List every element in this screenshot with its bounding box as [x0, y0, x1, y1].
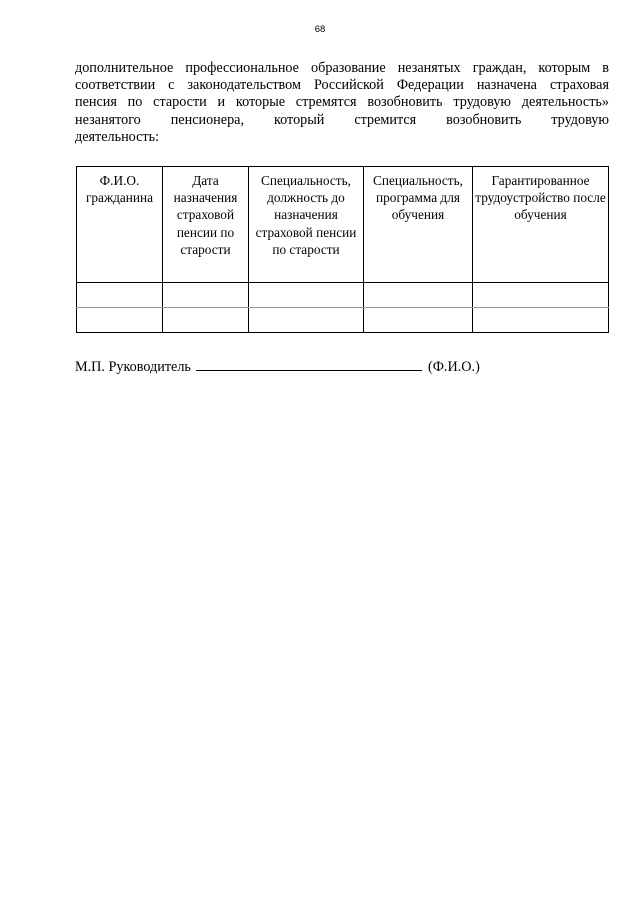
- signature-block: [75, 357, 609, 376]
- table-cell: [473, 283, 609, 308]
- body-line: деятельность:: [75, 128, 160, 145]
- citizen-form-table: [76, 166, 609, 333]
- table-cell: [364, 283, 473, 308]
- body-line: пенсия по старости и которые стремятся возобновить трудовую деятельность»: [75, 94, 609, 111]
- table-cell: [163, 283, 249, 308]
- body-line: незанятого пенсионера, который стремится возобновить трудовую: [75, 111, 609, 128]
- table-cell: [77, 283, 163, 308]
- signature-label: М.П. Руководитель: [75, 359, 191, 375]
- header-pension-date: Дата назначения страховой пенсии по старости: [163, 167, 249, 283]
- body-paragraph: [75, 60, 609, 146]
- header-guaranteed-employment: Гарантированное трудоустройство после обучения: [473, 167, 609, 283]
- header-training-program: Специальность, программа для обучения: [364, 167, 473, 283]
- table-cell: [163, 308, 249, 333]
- header-full-name: Ф.И.О. гражданина: [77, 167, 163, 283]
- body-line: соответствии с законодательством Российской Федерации назначена страховая: [75, 77, 609, 94]
- body-line: дополнительное профессиональное образование незанятых граждан, которым в: [75, 60, 609, 76]
- table-row: [77, 308, 609, 333]
- table-cell: [77, 308, 163, 333]
- signature-name-hint: (Ф.И.О.): [428, 359, 480, 375]
- table-cell: [473, 308, 609, 333]
- table-cell: [249, 308, 364, 333]
- header-previous-position: Специальность, должность до назначения страховой пенсии по старости: [249, 167, 364, 283]
- page-number: 68: [314, 24, 326, 35]
- table-header-row: [77, 167, 609, 283]
- table-cell: [364, 308, 473, 333]
- table-row: [77, 283, 609, 308]
- table-cell: [249, 283, 364, 308]
- signature-blank-line: [196, 357, 422, 371]
